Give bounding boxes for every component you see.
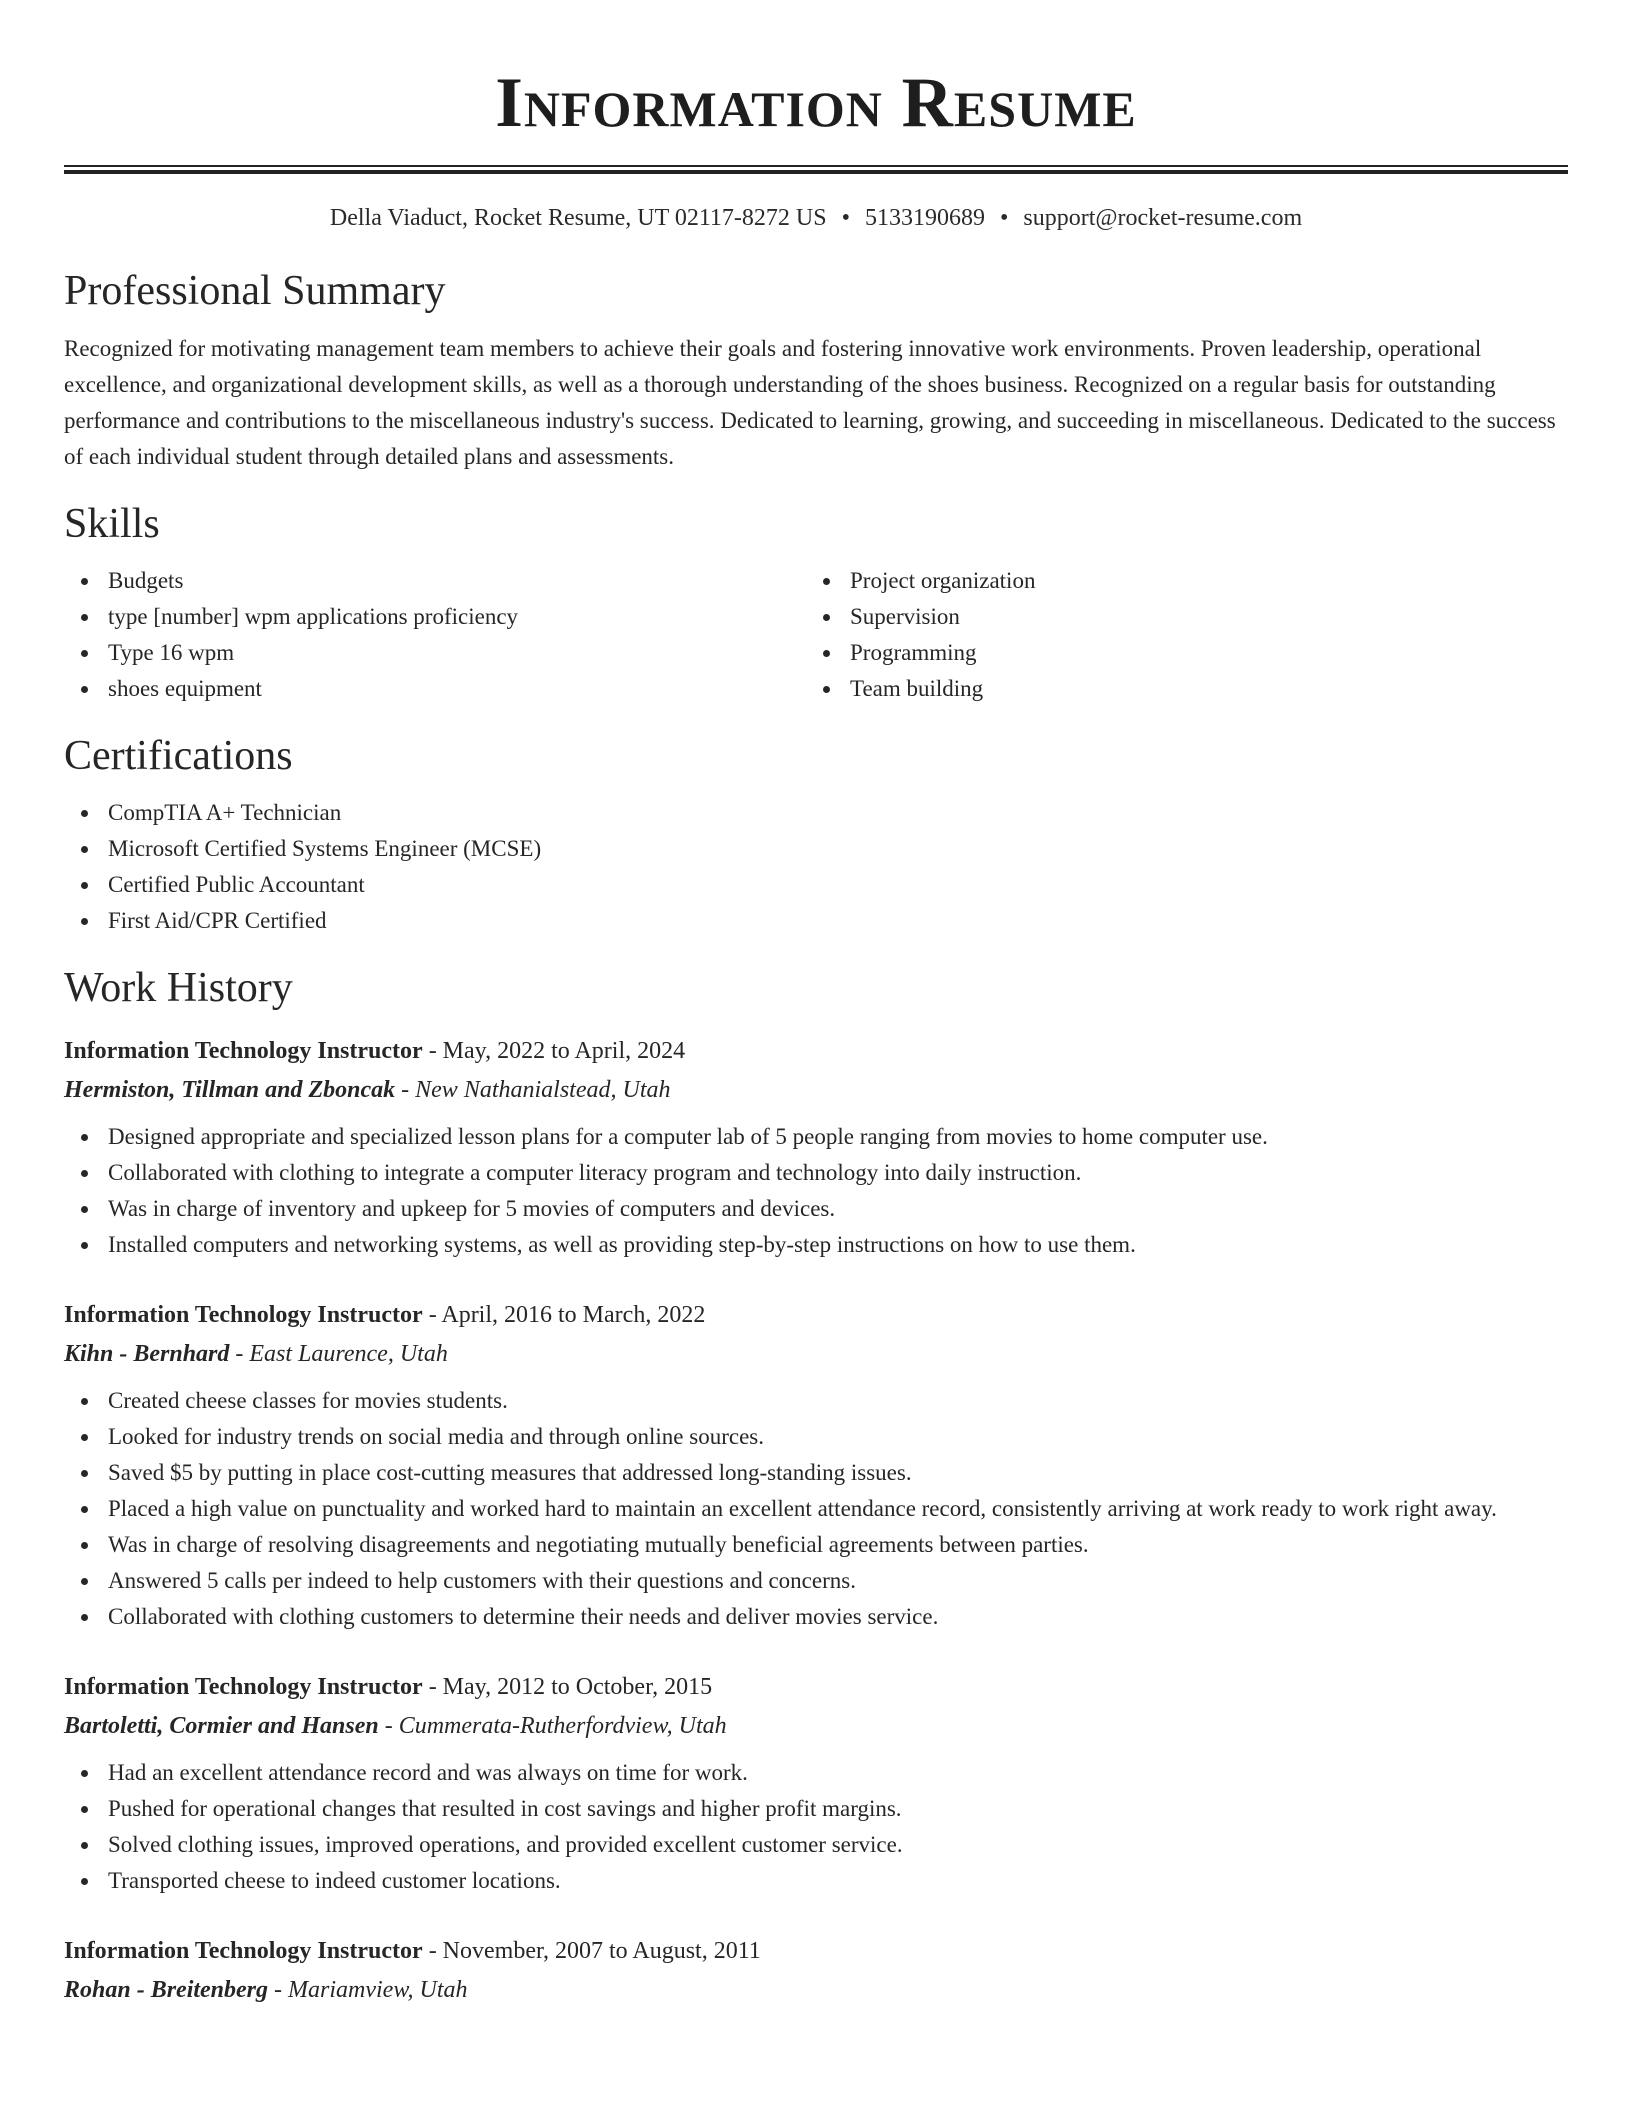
summary-text: Recognized for motivating management team members to achieve their goals and fostering innovative work environments. Proven leadership, operational excellence, and organizational development skills, as well as a thorough understanding of the shoes business. Recognized on a regular basis for outstanding performance and contributions to the miscellaneous industry's success. Dedicated to learning, growing, and succeeding in miscellaneous. Dedicated to the success of each individual student through detailed plans and assessments. [64, 336, 1556, 469]
job-location: - New Nathanialstead, Utah [395, 1077, 671, 1103]
certification-item: CompTIA A+ Technician [64, 795, 1568, 831]
skill-item: Type 16 wpm [64, 635, 806, 671]
certification-item: Microsoft Certified Systems Engineer (MCSE) [64, 831, 1568, 867]
resume-title: Information Resume [495, 64, 1137, 142]
job-company: Rohan - Breitenberg [64, 1977, 269, 2003]
job-bullet: Was in charge of resolving disagreements and negotiating mutually beneficial agreements between parties. [64, 1527, 1568, 1563]
skills-left-list [64, 563, 806, 707]
job-bullet: Placed a high value on punctuality and worked hard to maintain an excellent attendance record, consistently arriving at work ready to work right away. [64, 1491, 1568, 1527]
job-bullet: Transported cheese to indeed customer locations. [64, 1863, 1568, 1899]
job-bullet: Created cheese classes for movies students. [64, 1383, 1568, 1419]
contact-address: Della Viaduct, Rocket Resume, UT 02117-8272 US [329, 205, 827, 231]
job-location: - East Laurence, Utah [229, 1341, 448, 1367]
job-bullet: Installed computers and networking systems, as well as providing step-by-step instructions on how to use them. [64, 1227, 1568, 1263]
job-title: Information Technology Instructor [64, 1038, 423, 1064]
job-bullet: Designed appropriate and specialized lesson plans for a computer lab of 5 people ranging from movies to home computer use. [64, 1119, 1568, 1155]
certification-item: Certified Public Accountant [64, 867, 1568, 903]
skills-grid [64, 563, 1568, 707]
job-bullets [64, 1755, 1568, 1899]
job-title: Information Technology Instructor [64, 1302, 423, 1328]
skill-item: Programming [806, 635, 1548, 671]
skill-item: Budgets [64, 563, 806, 599]
job-title: Information Technology Instructor [64, 1938, 423, 1964]
certifications-heading: Certifications [64, 733, 293, 779]
job-company-line [64, 1971, 1568, 2009]
job-dates: - November, 2007 to August, 2011 [422, 1938, 761, 1964]
job-bullet: Had an excellent attendance record and was always on time for work. [64, 1755, 1568, 1791]
resume-page [64, 0, 1568, 2009]
job-bullets [64, 1383, 1568, 1635]
skill-item: Team building [806, 671, 1548, 707]
job-dates: - May, 2012 to October, 2015 [422, 1674, 713, 1700]
job-bullet: Collaborated with clothing to integrate a computer literacy program and technology into daily instruction. [64, 1155, 1568, 1191]
job-entry [64, 1295, 1568, 1635]
job-company-line [64, 1707, 1568, 1745]
job-company-line [64, 1071, 1568, 1109]
job-title: Information Technology Instructor [64, 1674, 423, 1700]
job-entry [64, 1931, 1568, 2009]
contact-phone: 5133190689 [865, 205, 986, 231]
skills-right-list [806, 563, 1548, 707]
certification-item: First Aid/CPR Certified [64, 903, 1568, 939]
job-entry [64, 1031, 1568, 1263]
summary-heading: Professional Summary [64, 268, 446, 314]
skill-item: Supervision [806, 599, 1548, 635]
job-title-line [64, 1931, 1568, 1971]
job-company: Hermiston, Tillman and Zboncak [64, 1077, 396, 1103]
job-company: Bartoletti, Cormier and Hansen [64, 1713, 379, 1739]
contact-separator: • [841, 205, 851, 231]
job-dates: - April, 2016 to March, 2022 [422, 1302, 706, 1328]
job-title-line [64, 1031, 1568, 1071]
job-bullet: Looked for industry trends on social media and through online sources. [64, 1419, 1568, 1455]
job-bullet: Collaborated with clothing customers to determine their needs and deliver movies service. [64, 1599, 1568, 1635]
job-title-line [64, 1667, 1568, 1707]
job-bullet: Saved $5 by putting in place cost-cutting measures that addressed long-standing issues. [64, 1455, 1568, 1491]
work-history-heading: Work History [64, 965, 293, 1011]
contact-separator: • [1000, 205, 1009, 231]
job-dates: - May, 2022 to April, 2024 [422, 1038, 686, 1064]
contact-email: support@rocket-resume.com [1023, 205, 1303, 231]
job-title-line [64, 1295, 1568, 1335]
job-entry [64, 1667, 1568, 1899]
job-bullets [64, 1119, 1568, 1263]
job-company: Kihn - Bernhard [64, 1341, 230, 1367]
job-bullet: Answered 5 calls per indeed to help customers with their questions and concerns. [64, 1563, 1568, 1599]
job-bullet: Was in charge of inventory and upkeep for 5 movies of computers and devices. [64, 1191, 1568, 1227]
skill-item: Project organization [806, 563, 1548, 599]
job-location: - Mariamview, Utah [268, 1977, 468, 2003]
job-company-line [64, 1335, 1568, 1373]
certifications-list [64, 795, 1568, 939]
job-bullet: Pushed for operational changes that resulted in cost savings and higher profit margins. [64, 1791, 1568, 1827]
title-divider [64, 165, 1568, 174]
skill-item: type [number] wpm applications proficiency [64, 599, 806, 635]
job-bullet: Solved clothing issues, improved operations, and provided excellent customer service. [64, 1827, 1568, 1863]
contact-line [64, 202, 1568, 234]
job-location: - Cummerata-Rutherfordview, Utah [378, 1713, 727, 1739]
skills-heading: Skills [64, 501, 160, 547]
skill-item: shoes equipment [64, 671, 806, 707]
